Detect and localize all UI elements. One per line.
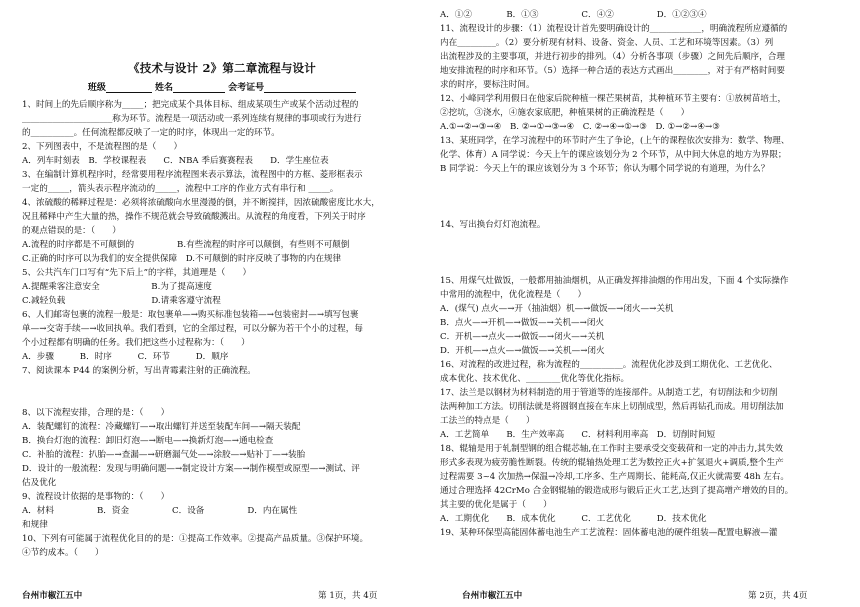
question-text-column <box>22 98 422 560</box>
answer-space <box>440 260 838 274</box>
question-line: 个小过程都有明确的任务。我们把这些小过程称为：（ ） <box>22 338 250 348</box>
question-line: A．工期优化 B．成本优化 C．工艺优化 D．技术优化 <box>440 514 707 524</box>
question-line: 12、小峰同学利用假日在他家后院种植一棵芒果树苗，其种植环节主要有：①放树苗培土， <box>440 94 787 104</box>
question-line: 形式多表现为疲劳脆性断裂。传统的辊轴热处理工艺为数控正火+扩氢退火+调质,整个生产 <box>440 458 784 468</box>
class-blank <box>106 83 152 93</box>
answer-space <box>440 190 838 204</box>
class-label: 班级 <box>87 83 106 93</box>
question-line: 18、辊轴是用于轧制型钢的组合辊芯轴,在工作时主要承受交变载荷和一定的冲击力,其失效 <box>440 444 783 454</box>
question-line: D．开机—→点火—→做饭—→关机—→闭火 <box>440 346 605 356</box>
name-label: 姓名 <box>154 83 173 93</box>
answer-space <box>440 176 838 190</box>
question-line: 14、写出换台灯灯泡流程。 <box>440 220 546 230</box>
question-line: 单—→交寄手续—→收回执单。我们看到，它的全部过程，可以分解为若干个小的过程，每 <box>22 324 363 334</box>
question-line: 地安排流程的时序和环节。（5）选择一种合适的表达方式画出________，对于有严格时间要 <box>440 66 785 76</box>
question-line: A．列车时刻表 B．学校课程表 C．NBA 季后赛赛程表 D．学生座位表 <box>22 156 329 166</box>
question-line: 3、在编制计算机程序时，经常要用程序流程图来表示算法，流程图中的方框、菱形框表示 <box>22 170 363 180</box>
question-line: 况且稀释中产生大量的热，操作不规范就会导致硫酸溅出。从流程的角度看，下列关于时序 <box>22 212 366 222</box>
question-line: 10、下列有可能属于流程优化目的的是：①提高工作效率。②提高产品质量。③保护环境。 <box>22 534 369 544</box>
question-line: 其主要的优化是属于（ ） <box>440 500 552 510</box>
question-line: 8、以下流程安排，合理的是：（ ） <box>22 408 170 418</box>
question-line: 化学、体育）A 同学说：今天上午的课应该划分为 2 个环节，从中间大休息的地方为界限； <box>440 150 787 160</box>
question-line: _____________________称为环节。流程是一项活动或一系列连续有规律的事项或行为进行 <box>22 114 362 124</box>
question-line: 1、时间上的先后顺序称为_____；把完成某个具体目标、组成某项生产或某个活动过程的 <box>22 100 359 110</box>
question-line: A．材料 B．资金 C．设备 D．内在属性 <box>22 506 298 516</box>
answer-space <box>440 232 838 246</box>
question-line: D．设计的一般流程：发现与明确问题—→制定设计方案—→制作模型或原型—→测试、评 <box>22 464 360 474</box>
document-title: 《技术与设计 2》第二章流程与设计 <box>128 61 316 75</box>
question-line: ②挖坑，③浇水，④施农家底肥，种植果树的正确流程是（ ） <box>440 108 690 118</box>
answer-space <box>22 392 422 406</box>
exam-page-2 <box>430 0 860 607</box>
question-line: 成本优化、技术优化、________优化等优化指标。 <box>440 374 630 384</box>
question-line: 工法兰的特点是（ ） <box>440 416 535 426</box>
question-text-column <box>440 8 838 540</box>
question-line: ④节约成本。（ ） <box>22 548 104 558</box>
question-line: 5、公共汽车门口写有“先下后上”的字样，其道理是（ ） <box>22 268 252 278</box>
question-line: 出流程涉及的主要事项，并进行初步的排列。（4）分析各事项（步骤）之间先后顺序，合理 <box>440 52 785 62</box>
question-line: A.流程的时序都是不可颠倒的 B.有些流程的时序可以颠倒，有些则不可颠倒 <box>22 240 350 250</box>
question-line: 17、法兰是以钢材为材料制造的用于管道等的连接部件。从制造工艺，有切削法和少切削 <box>440 388 778 398</box>
question-line: 估及优化 <box>22 478 57 488</box>
answer-space <box>440 204 838 218</box>
question-line: 16、对流程的改进过程，称为流程的__________。流程优化涉及到工期优化、工艺优化、 <box>440 360 778 370</box>
question-line: 过程需要 3~4 次加热→保温→冷却,工序多、生产周期长、能耗高,仅正火就需要 48h 左右。 <box>440 472 789 482</box>
question-line: 15、用煤气灶做饭，一般都用抽油烟机，从正确发挥排油烟的作用出发，下面 4 个实际操作 <box>440 276 789 286</box>
question-line: 11、流程设计的步骤：（1）流程设计首先要明确设计的____________，明确流程所应遵循的 <box>440 24 788 34</box>
answer-space <box>440 246 838 260</box>
answer-space <box>22 378 422 392</box>
question-line: 9、流程设计依据的是事物的：（ ） <box>22 492 170 502</box>
question-line: 7、阅读课本 P44 的案例分析，写出青霉素注射的正确流程。 <box>22 366 256 376</box>
name-blank <box>173 83 225 93</box>
question-line: 求的时序，要标注时间。 <box>440 80 535 90</box>
question-line: 中常用的流程中，优化流程是（ ） <box>440 290 587 300</box>
question-line: 法两种加工方法。切削法就是将圆钢直接在车床上切削成型，然后再钻孔而成。用切削法加 <box>440 402 784 412</box>
student-info-line <box>22 80 422 93</box>
question-line: C.减轻负载 D.请乘客遵守流程 <box>22 296 221 306</box>
question-line: 内在_________。（2）要分析现有材料、设备、资金、人员、工艺和环境等因素。（3）列 <box>440 38 774 48</box>
question-line: A．工艺简单 B．生产效率高 C．材料利用率高 D．切削时间短 <box>440 430 716 440</box>
question-line: A．装配螺钉的流程：冷藏螺钉—→取出螺钉并送至装配车间—→隔天装配 <box>22 422 301 432</box>
question-line: B．换台灯泡的流程：卸旧灯泡—→断电—→换新灯泡—→通电检查 <box>22 436 274 446</box>
exam-number-blank <box>264 83 356 93</box>
footer-school: 台州市椒江五中 <box>22 591 83 601</box>
question-line: C．补胎的流程：扒胎—→查漏—→研磨漏气处—→涂胶—→贴补丁—→装胎 <box>22 450 306 460</box>
question-line: C．开机—→点火—→做饭—→闭火—→关机 <box>440 332 605 342</box>
footer-page-number: 第 1页，共 4页 <box>318 591 378 601</box>
question-line: 一定的_____，箭头表示程序流动的_____，流程中工序的作业方式有串行和 _____。 <box>22 184 339 194</box>
footer-page-number: 第 2页，共 4页 <box>748 591 808 601</box>
question-line: 13、某班同学，在学习流程中的环节时产生了争论，(上午的课程依次安排为：数学、物理、 <box>440 136 790 146</box>
question-line: 6、人们邮寄包裹的流程一般是：取包裹单—→购买标准包装箱—→包装密封—→填写包裹 <box>22 310 359 320</box>
question-line: A．①② B．①③ C．④② D．①②③④ <box>440 10 707 20</box>
question-line: 的观点错误的是：（ ） <box>22 226 121 236</box>
question-line: 和规律 <box>22 520 48 530</box>
question-line: A.提醒乘客注意安全 B.为了提高速度 <box>22 282 212 292</box>
question-line: A.①→②→③→④ B. ②→①→③→④ C. ②→④→①→③ D. ①→②→④→③ <box>440 122 720 132</box>
question-line: 4、浓硫酸的稀释过程是：必须将浓硫酸向水里漫漫的倒，并不断搅拌，因浓硫酸密度比水大， <box>22 198 380 208</box>
question-line: A．步骤 B．时序 C．环节 D．顺序 <box>22 352 229 362</box>
question-line: 通过合理选择 42CrMo 合金钢辊轴的锻造成形与锻后正火工艺,达到了提高增产增效的目的。 <box>440 486 794 496</box>
question-line: C.正确的时序可以为我们的安全提供保障 D.不可颠倒的时序反映了事物的内在规律 <box>22 254 342 264</box>
exam-number-label: 会考证号 <box>228 83 265 93</box>
question-line: A．(煤气) 点火—→开（抽油烟）机—→做饭—→闭火—→关机 <box>440 304 674 314</box>
question-line: B 同学说：今天上午的课应该划分为 3 个环节；你认为哪个同学说的有道理，为什么？ <box>440 164 770 174</box>
question-line: B．点火—→开机—→做饭—→关机—→闭火 <box>440 318 605 328</box>
question-line: 的__________。任何流程都反映了一定的时序，体现出一定的环节。 <box>22 128 280 138</box>
footer-school: 台州市椒江五中 <box>462 591 523 601</box>
question-line: 2、下列图表中，不是流程图的是（ ） <box>22 142 183 152</box>
question-line: 19、某种环保型高能固体蓄电池生产工艺流程：固体蓄电池的硬件组装—配置电解液—灌 <box>440 528 778 538</box>
